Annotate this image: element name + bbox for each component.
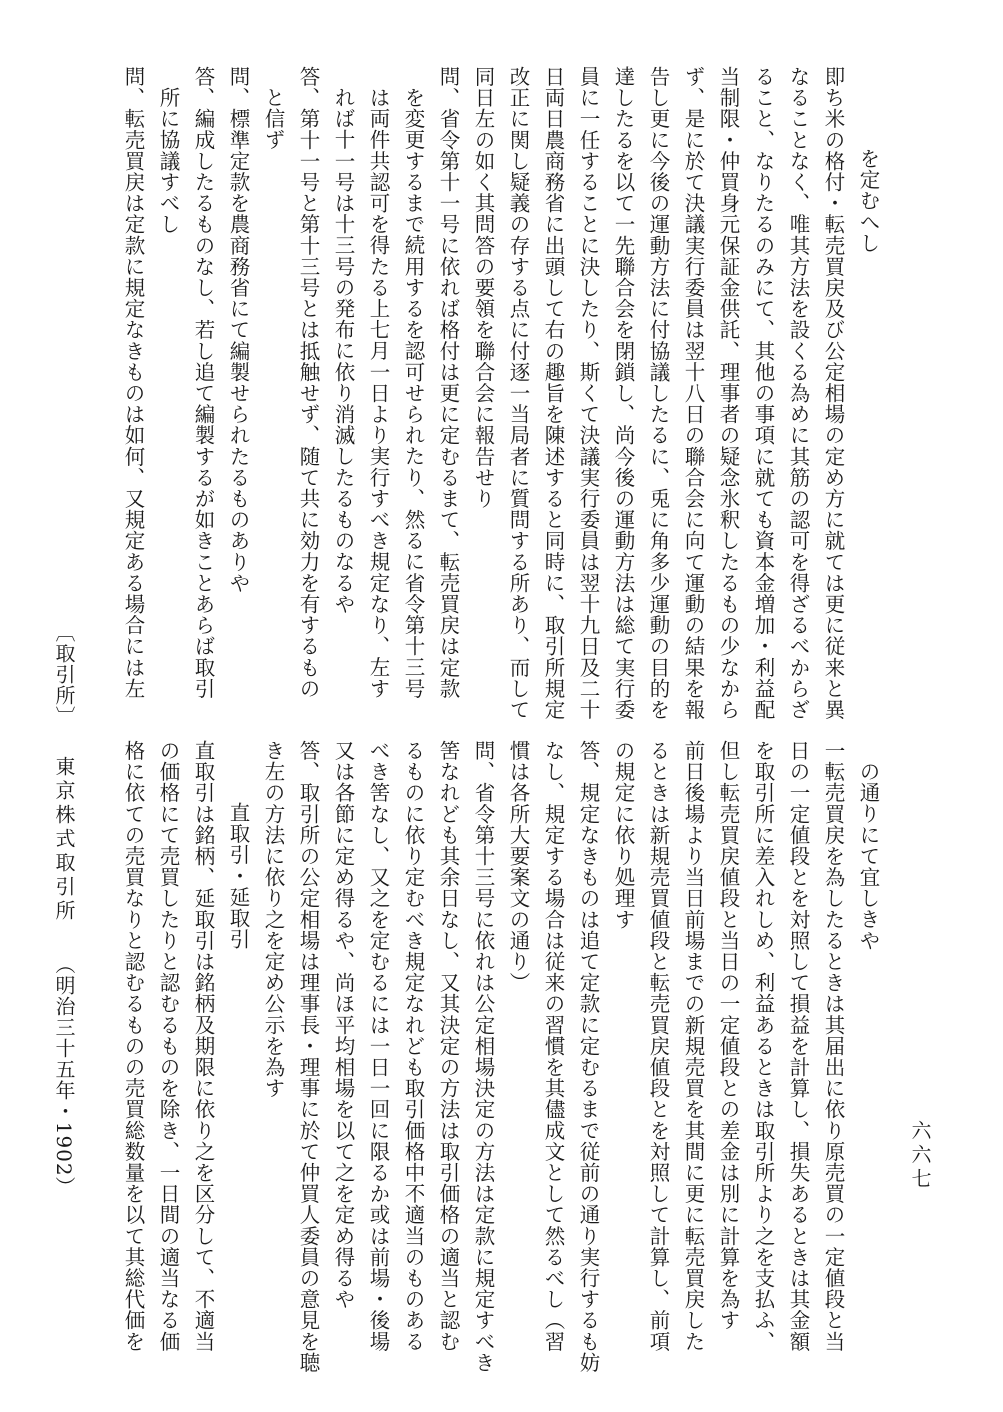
text-line: 改正に関し疑義の存する点に付逐一当局者に質問する所あり、而して xyxy=(506,66,530,721)
source-era: （明治三十五年・1902） xyxy=(52,953,76,1198)
text-line: 同日左の如く其問答の要領を聯合会に報告せり xyxy=(471,66,495,510)
source-organization: 東京株式取引所 xyxy=(52,756,76,925)
text-line: 員に一任することに決したり、斯くて決議実行委員は翌十九日及二十 xyxy=(576,66,600,721)
text-line: 格に依ての売買なりと認むるものの売買総数量を以て其総代価を xyxy=(121,740,145,1352)
text-line: るものに依り定むべき規定なれども取引価格中不適当のものある xyxy=(401,740,425,1352)
text-line: 慣は各所大要案文の通り） xyxy=(506,740,530,994)
question-line: 問、省令第十三号に依れは公定相場決定の方法は定款に規定すべき xyxy=(471,740,495,1373)
text-line: 筈なれども其余日なし、又其決定の方法は取引価格の適当と認む xyxy=(436,740,460,1352)
text-line: ず、是に於て決議実行委員は翌十八日の聯合会に向て運動の結果を報 xyxy=(681,66,705,721)
answer-line: 答、規定なきものは追て定款に定むるまで従前の通り実行するも妨 xyxy=(576,740,600,1373)
answer-line: 答、取引所の公定相場は理事長・理事に於て仲買人委員の意見を聴 xyxy=(296,740,320,1373)
text-line: 前日後場より当日前場までの新規売買を其間に更に転売買戻した xyxy=(681,740,705,1352)
text-line: は両件共認可を得たる上七月一日より実行すべき規定なり、左す xyxy=(366,86,390,699)
top-text-block xyxy=(115,66,885,721)
section-heading: 直取引・延取引 xyxy=(226,801,250,950)
text-line: 所に協議すべし xyxy=(156,86,180,235)
text-line: の価格にて売買したりと認むるものを除き、一日間の適当なる価 xyxy=(156,740,180,1352)
answer-line: 答、編成したるものなし、若し追て編製するが如きことあらば取引 xyxy=(191,66,215,699)
text-line: 日両日農商務省に出頭して右の趣旨を陳述すると同時に、取引所規定 xyxy=(541,66,565,721)
text-line: 但し転売買戻値段と当日の一定値段との差金は別に計算を為す xyxy=(716,740,740,1331)
answer-line: 答、第十一号と第十三号とは抵触せず、随て共に効力を有するもの xyxy=(296,66,320,699)
source-citation xyxy=(50,622,79,1198)
text-line: 日の一定値段とを対照して損益を計算し、損失あるときは其金額 xyxy=(786,740,810,1352)
text-line: を取引所に差入れしめ、利益あるときは取引所より之を支払ふ、 xyxy=(751,740,775,1352)
text-line: るときは新規売買値段と転売買戻値段とを対照して計算し、前項 xyxy=(646,740,670,1352)
text-line: 当制限・仲買身元保証金供託、理事者の疑念氷釈したるもの少なから xyxy=(716,66,740,721)
text-line: き左の方法に依り之を定め公示を為す xyxy=(261,740,285,1099)
text-line: の規定に依り処理す xyxy=(611,740,635,930)
text-line: 告し更に今後の運動方法に付協議したるに、兎に角多少運動の目的を xyxy=(646,66,670,721)
text-line: 一転売買戻を為したるときは其届出に依り原売買の一定値段と当 xyxy=(821,740,845,1352)
page-number: 六六七 xyxy=(908,1120,932,1192)
bottom-text-block xyxy=(115,740,885,1400)
text-line: 即ち米の格付・転売買戻及び公定相場の定め方に就ては更に従来と異 xyxy=(821,66,845,721)
text-line: なし、規定する場合は従来の習慣を其儘成文として然るべし（習 xyxy=(541,740,565,1352)
text-line: れば十一号は十三号の発布に依り消滅したるものなるや xyxy=(331,86,355,614)
question-line: 問、転売買戻は定款に規定なきものは如何、又規定ある場合には左 xyxy=(121,66,145,699)
text-line: の通りにて宜しきや xyxy=(856,760,880,951)
text-line: を定むへし xyxy=(856,148,880,254)
text-line: と信ず xyxy=(261,86,285,150)
text-line: べき筈なし、又之を定むるには一日一回に限るか或は前場・後場 xyxy=(366,740,390,1352)
text-line: なることなく、唯其方法を設くる為めに其筋の認可を得ざるべからざ xyxy=(786,66,810,721)
text-line: 直取引は銘柄、延取引は銘柄及期限に依り之を区分して、不適当 xyxy=(191,740,215,1352)
text-line: ること、なりたるのみにて、其他の事項に就ても資本金増加・利益配 xyxy=(751,66,775,721)
text-line: 達したるを以て一先聯合会を閉鎖し、尚今後の運動方法は総て実行委 xyxy=(611,66,635,721)
question-line: 問、省令第十一号に依れば格付は更に定むるまて、転売買戻は定款 xyxy=(436,66,460,699)
question-line: 問、標準定款を農商務省にて編製せられたるものありや xyxy=(226,66,250,594)
source-label: 〔取引所〕 xyxy=(52,622,76,727)
text-line: を変更するまで続用するを認可せられたり、然るに省令第十三号 xyxy=(401,86,425,699)
text-line: 又は各節に定め得るや、尚ほ平均相場を以て之を定め得るや xyxy=(331,740,355,1310)
